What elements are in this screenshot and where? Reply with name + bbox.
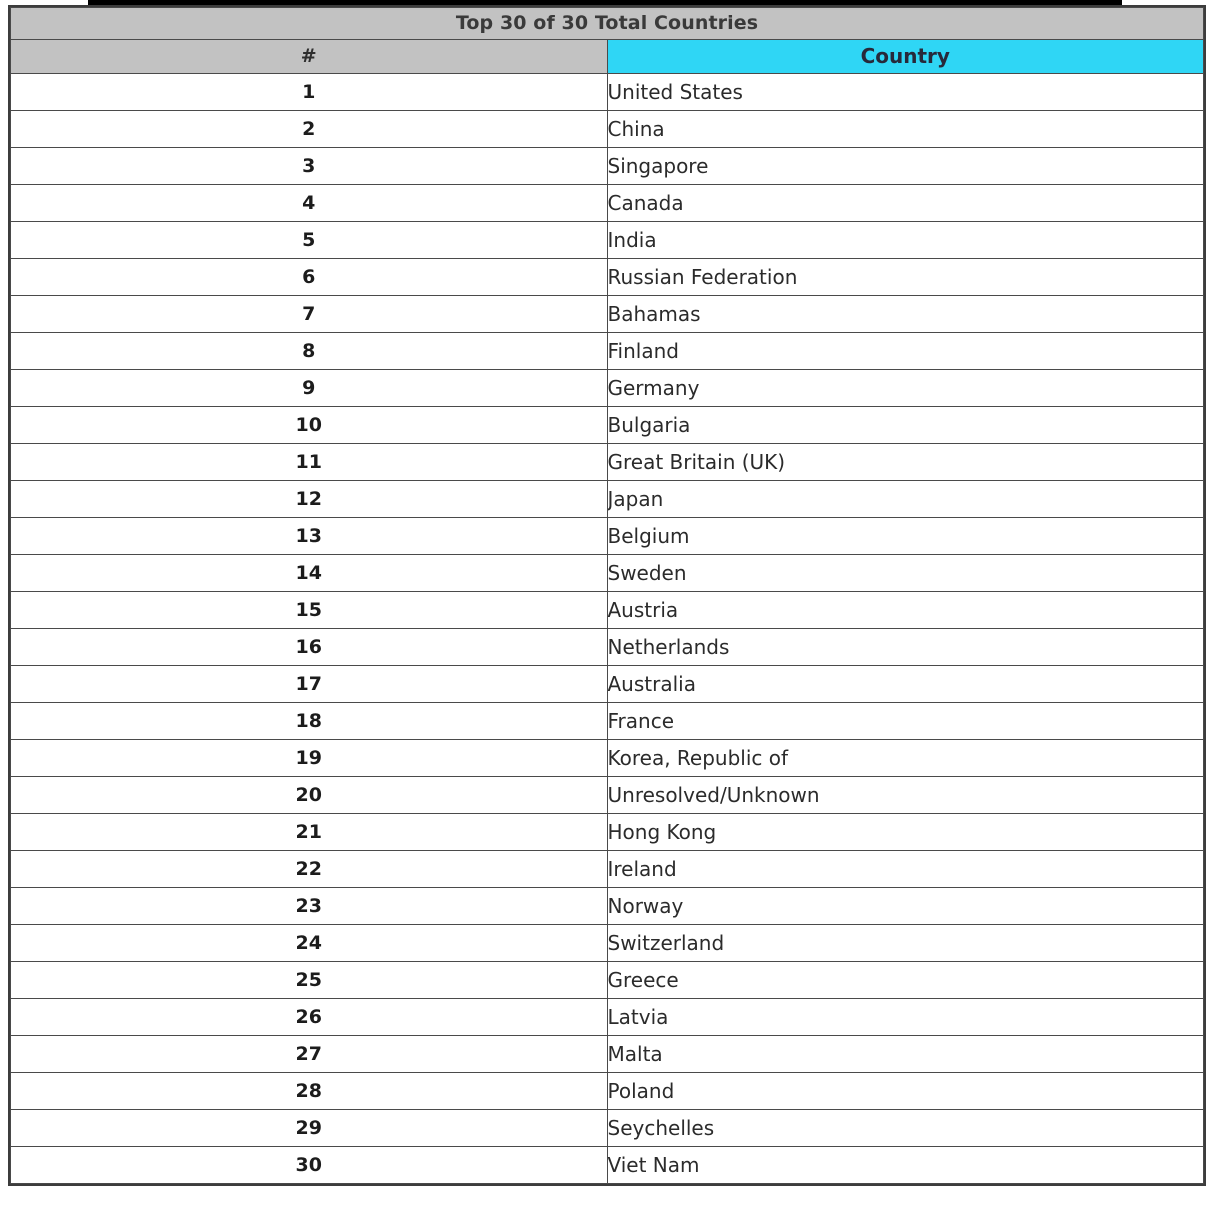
table-row[interactable]: [11, 629, 1204, 666]
cell-rank: 27: [11, 1036, 608, 1073]
column-header-rank[interactable]: #: [11, 40, 608, 74]
table-row[interactable]: [11, 703, 1204, 740]
cell-country: Great Britain (UK): [607, 444, 1204, 481]
cell-rank: 21: [11, 814, 608, 851]
table-title-row: [11, 8, 1204, 40]
cell-rank: 13: [11, 518, 608, 555]
cell-rank: 4: [11, 185, 608, 222]
table-row[interactable]: [11, 925, 1204, 962]
cell-rank: 6: [11, 259, 608, 296]
cell-country: United States: [607, 74, 1204, 111]
table-row[interactable]: [11, 185, 1204, 222]
table-row[interactable]: [11, 296, 1204, 333]
cell-country: Bahamas: [607, 296, 1204, 333]
table-row[interactable]: [11, 333, 1204, 370]
cell-rank: 23: [11, 888, 608, 925]
cell-rank: 20: [11, 777, 608, 814]
table-row[interactable]: [11, 481, 1204, 518]
table-row[interactable]: [11, 444, 1204, 481]
cell-country: Viet Nam: [607, 1147, 1204, 1184]
cell-rank: 12: [11, 481, 608, 518]
table-head: [11, 8, 1204, 74]
cell-country: Belgium: [607, 518, 1204, 555]
table-row[interactable]: [11, 851, 1204, 888]
cell-rank: 29: [11, 1110, 608, 1147]
cell-rank: 22: [11, 851, 608, 888]
table-row[interactable]: [11, 148, 1204, 185]
cell-rank: 3: [11, 148, 608, 185]
cell-rank: 18: [11, 703, 608, 740]
table-row[interactable]: [11, 740, 1204, 777]
cell-rank: 7: [11, 296, 608, 333]
table-header-row: [11, 40, 1204, 74]
cell-rank: 10: [11, 407, 608, 444]
table-row[interactable]: [11, 666, 1204, 703]
cell-country: Hong Kong: [607, 814, 1204, 851]
cell-country: Singapore: [607, 148, 1204, 185]
cell-rank: 1: [11, 74, 608, 111]
cell-rank: 5: [11, 222, 608, 259]
cell-country: India: [607, 222, 1204, 259]
table-row[interactable]: [11, 74, 1204, 111]
table-row[interactable]: [11, 999, 1204, 1036]
cell-country: Korea, Republic of: [607, 740, 1204, 777]
cell-country: Switzerland: [607, 925, 1204, 962]
cell-country: Canada: [607, 185, 1204, 222]
column-header-country[interactable]: Country: [607, 40, 1204, 74]
cell-rank: 15: [11, 592, 608, 629]
table-row[interactable]: [11, 259, 1204, 296]
cell-country: Latvia: [607, 999, 1204, 1036]
table-row[interactable]: [11, 962, 1204, 999]
cell-country: Germany: [607, 370, 1204, 407]
cell-rank: 28: [11, 1073, 608, 1110]
cell-rank: 24: [11, 925, 608, 962]
cell-country: Australia: [607, 666, 1204, 703]
table-row[interactable]: [11, 777, 1204, 814]
table-row[interactable]: [11, 1110, 1204, 1147]
cell-country: Poland: [607, 1073, 1204, 1110]
cell-country: Netherlands: [607, 629, 1204, 666]
countries-table-container: [8, 5, 1206, 1186]
cell-rank: 2: [11, 111, 608, 148]
table-title: Top 30 of 30 Total Countries: [11, 8, 1204, 40]
cell-country: Austria: [607, 592, 1204, 629]
cell-rank: 16: [11, 629, 608, 666]
cell-rank: 26: [11, 999, 608, 1036]
table-row[interactable]: [11, 1036, 1204, 1073]
cell-country: China: [607, 111, 1204, 148]
cell-country: Bulgaria: [607, 407, 1204, 444]
cell-rank: 25: [11, 962, 608, 999]
cell-rank: 11: [11, 444, 608, 481]
cell-country: Norway: [607, 888, 1204, 925]
cell-country: Ireland: [607, 851, 1204, 888]
cell-country: Japan: [607, 481, 1204, 518]
cell-rank: 14: [11, 555, 608, 592]
cell-rank: 8: [11, 333, 608, 370]
table-row[interactable]: [11, 222, 1204, 259]
cell-country: Seychelles: [607, 1110, 1204, 1147]
cell-rank: 17: [11, 666, 608, 703]
table-row[interactable]: [11, 111, 1204, 148]
cell-rank: 9: [11, 370, 608, 407]
cell-country: Finland: [607, 333, 1204, 370]
countries-table: [10, 7, 1204, 1184]
cell-country: Russian Federation: [607, 259, 1204, 296]
table-row[interactable]: [11, 555, 1204, 592]
cell-country: Greece: [607, 962, 1204, 999]
table-row[interactable]: [11, 1073, 1204, 1110]
table-row[interactable]: [11, 888, 1204, 925]
cell-country: Sweden: [607, 555, 1204, 592]
table-row[interactable]: [11, 518, 1204, 555]
cell-rank: 30: [11, 1147, 608, 1184]
cell-rank: 19: [11, 740, 608, 777]
cell-country: France: [607, 703, 1204, 740]
table-row[interactable]: [11, 407, 1204, 444]
cell-country: Malta: [607, 1036, 1204, 1073]
table-row[interactable]: [11, 370, 1204, 407]
table-row[interactable]: [11, 1147, 1204, 1184]
cell-country: Unresolved/Unknown: [607, 777, 1204, 814]
table-row[interactable]: [11, 592, 1204, 629]
table-body: [11, 74, 1204, 1184]
table-row[interactable]: [11, 814, 1204, 851]
